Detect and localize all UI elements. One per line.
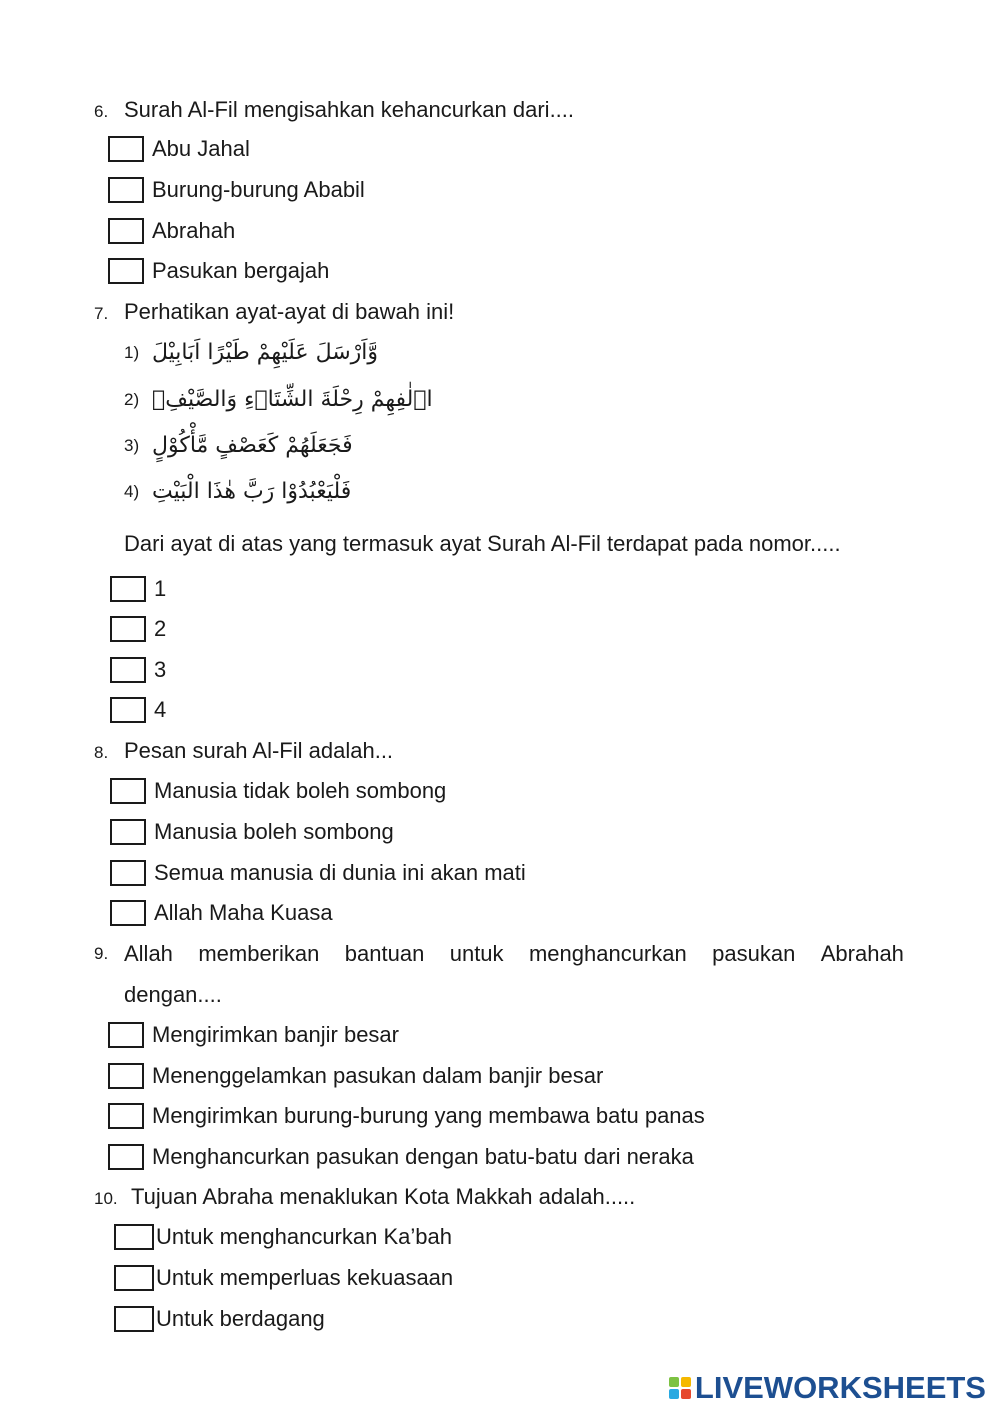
option-row [108,1063,603,1089]
question-text-continued: dengan.... [124,982,222,1007]
question-word: Abrahah [820,941,904,966]
ayat-number: 4) [124,481,140,501]
answer-checkbox[interactable] [108,218,144,244]
option-label: Abu Jahal [152,136,250,161]
arabic-verse: فَجَعَلَهُمْ كَعَصْفٍ مَّأْكُوْلٍ [152,433,353,458]
answer-checkbox[interactable] [110,819,146,845]
option-label: Abrahah [152,218,236,243]
question-9 [94,941,904,1008]
option-label: Untuk berdagang [156,1306,325,1331]
answer-checkbox[interactable] [114,1306,154,1332]
logo-square-yellow [681,1377,691,1387]
question-word: untuk [449,941,504,966]
question-6 [94,97,574,125]
answer-checkbox[interactable] [110,697,146,723]
option-label: Burung-burung Ababil [152,177,365,202]
option-row [110,616,166,642]
answer-checkbox[interactable] [110,860,146,886]
option-label: 3 [154,657,167,682]
question-number: 7. [94,304,109,323]
option-label: Menghancurkan pasukan dengan batu-batu dari neraka [152,1144,694,1169]
question-number: 9. [94,944,109,963]
option-row [110,697,166,723]
option-label: 2 [154,616,167,641]
question-text: Pesan surah Al-Fil adalah... [124,738,394,763]
option-row [114,1224,452,1250]
logo-square-red [681,1389,691,1399]
option-label: Manusia boleh sombong [154,819,394,844]
question-word: bantuan [344,941,425,966]
option-row [114,1306,325,1332]
answer-checkbox[interactable] [108,1144,144,1170]
answer-checkbox[interactable] [110,900,146,926]
arabic-verse: اٖلٰفِهِمْ رِحْلَةَ الشِّتَاۤءِ وَالصَّيْفِۚ [152,387,433,412]
option-label: Semua manusia di dunia ini akan mati [154,860,526,885]
option-row [110,576,166,602]
question-word: memberikan [198,941,320,966]
answer-checkbox[interactable] [114,1224,154,1250]
option-label: Allah Maha Kuasa [154,900,333,925]
question-word: menghancurkan [528,941,687,966]
ayat-row [124,387,433,412]
option-row [108,1103,705,1129]
option-row [110,860,526,886]
option-row [108,177,365,203]
option-label: Manusia tidak boleh sombong [154,778,447,803]
option-row [108,1022,399,1048]
question-number: 8. [94,743,109,762]
question-text: Tujuan Abraha menaklukan Kota Makkah adalah..... [131,1184,636,1209]
answer-checkbox[interactable] [114,1265,154,1291]
option-label: Mengirimkan burung-burung yang membawa batu panas [152,1103,705,1128]
answer-checkbox[interactable] [108,136,144,162]
option-row [108,1144,694,1170]
option-row [114,1265,453,1291]
option-row [110,900,333,926]
answer-checkbox[interactable] [110,576,146,602]
ayat-row [124,340,378,365]
ayat-number: 1) [124,342,140,362]
question-8 [94,738,393,766]
option-row [110,819,394,845]
option-label: 1 [154,576,167,601]
option-row [108,218,235,244]
ayat-number: 2) [124,389,140,409]
answer-checkbox[interactable] [108,1063,144,1089]
option-label: Untuk menghancurkan Ka’bah [156,1224,452,1249]
question-number: 10. [94,1189,118,1208]
arabic-verse: فَلْيَعْبُدُوْا رَبَّ هٰذَا الْبَيْتِ [152,479,352,504]
logo-text: LIVEWORKSHEETS [694,1370,986,1405]
answer-checkbox[interactable] [110,616,146,642]
liveworksheets-logo [669,1370,986,1406]
option-label: Mengirimkan banjir besar [152,1022,399,1047]
ayat-row [124,479,351,504]
question-text [94,941,904,967]
option-label: Pasukan bergajah [152,258,330,283]
question-10 [94,1184,635,1212]
question-number: 6. [94,102,109,121]
option-row [110,657,166,683]
answer-checkbox[interactable] [108,1022,144,1048]
option-label: 4 [154,697,167,722]
answer-checkbox[interactable] [108,1103,144,1129]
question-text: Surah Al-Fil mengisahkan kehancurkan dari.... [124,97,575,122]
question-prompt: Dari ayat di atas yang termasuk ayat Surah Al-Fil terdapat pada nomor..... [124,531,841,556]
option-row [108,258,329,284]
option-label: Untuk memperluas kekuasaan [156,1265,454,1290]
question-word: pasukan [712,941,796,966]
answer-checkbox[interactable] [108,177,144,203]
answer-checkbox[interactable] [108,258,144,284]
logo-square-green [669,1377,679,1387]
ayat-row [124,433,353,458]
option-label: Menenggelamkan pasukan dalam banjir besar [152,1063,604,1088]
question-text: Perhatikan ayat-ayat di bawah ini! [124,299,455,324]
ayat-number: 3) [124,435,140,455]
answer-checkbox[interactable] [110,657,146,683]
question-7 [94,299,454,327]
arabic-verse: وَّاَرْسَلَ عَلَيْهِمْ طَيْرًا اَبَابِيْلَ [152,340,379,365]
liveworksheets-logo-icon [669,1377,691,1399]
answer-checkbox[interactable] [110,778,146,804]
option-row [108,136,250,162]
option-row [110,778,446,804]
logo-square-blue [669,1389,679,1399]
question-word: Allah [124,941,173,966]
